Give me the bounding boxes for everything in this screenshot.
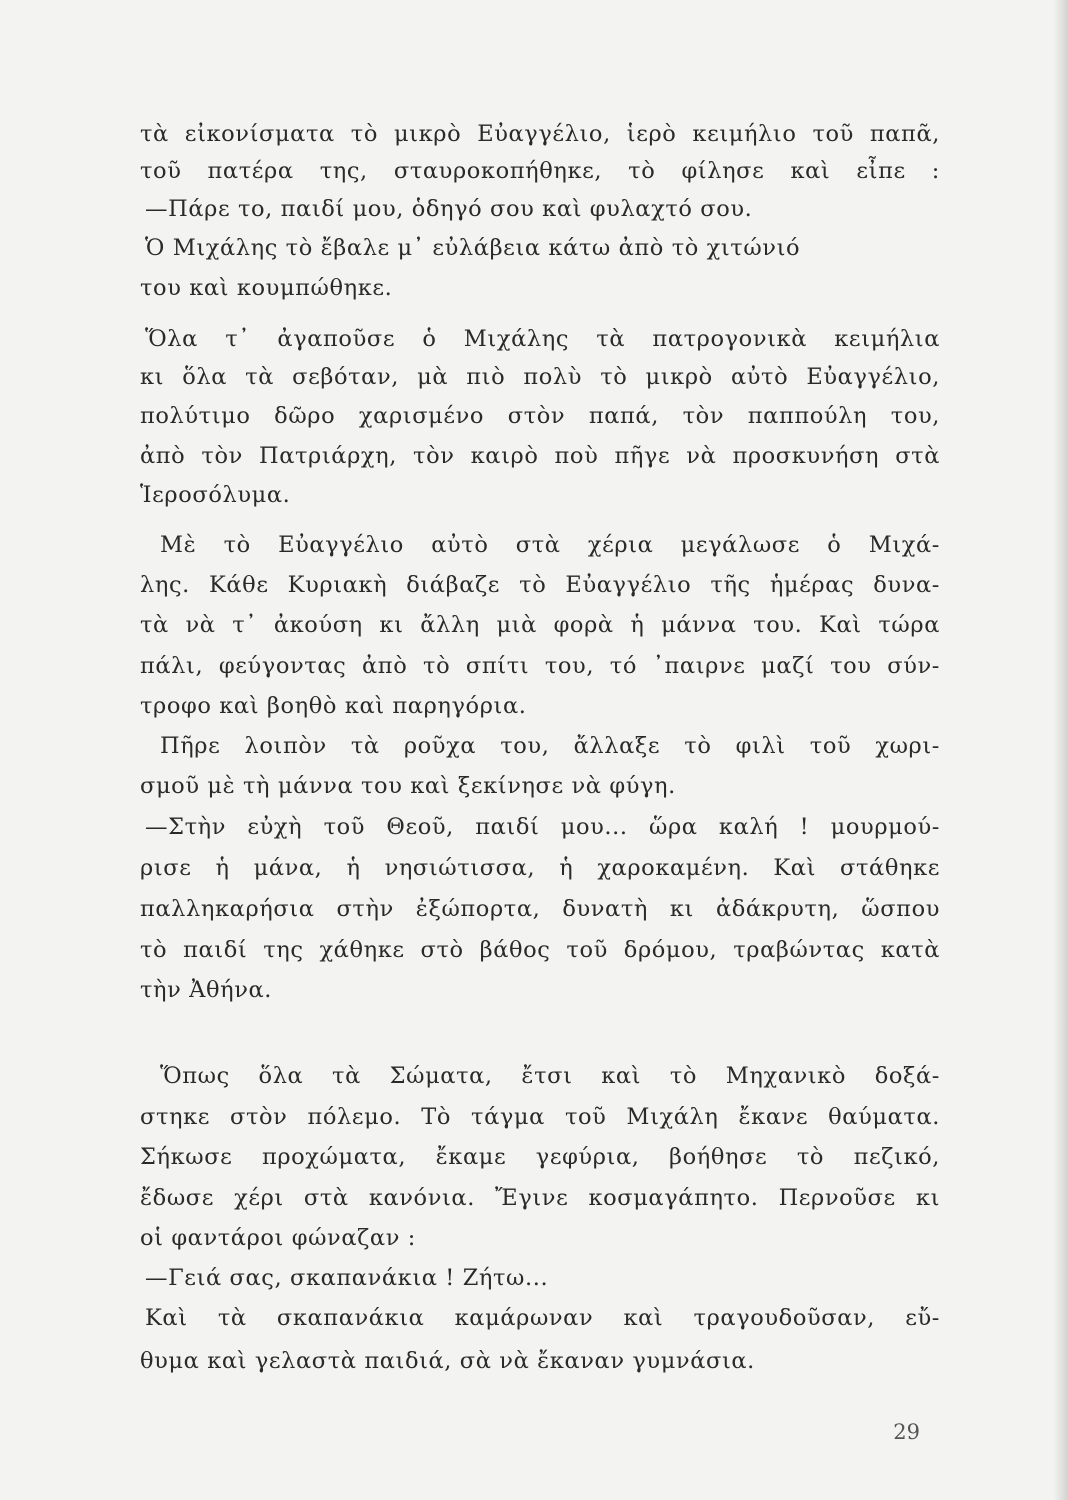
text-line: Ἱεροσόλυμα.	[140, 482, 291, 508]
text-line: Ὅλα τ᾿ ἀγαποῦσε ὁ Μιχάλης τὰ πατρογονικὰ κειμήλια	[145, 326, 940, 352]
text-line: ἔδωσε χέρι στὰ κανόνια. Ἔγινε κοσμαγάπητο. Περνοῦσε κι	[140, 1185, 940, 1211]
text-line: πάλι, φεύγοντας ἀπὸ τὸ σπίτι του, τό ᾿παιρνε μαζί του σύν-	[140, 653, 940, 679]
text-line: Καὶ τὰ σκαπανάκια καμάρωναν καὶ τραγουδοῦσαν, εὔ-	[145, 1305, 940, 1331]
text-line: —Στὴν εὐχὴ τοῦ Θεοῦ, παιδί μου... ὥρα καλή ! μουρμού-	[145, 814, 940, 840]
text-line: τὸ παιδί της χάθηκε στὸ βάθος τοῦ δρόμου, τραβώντας κατὰ	[140, 937, 940, 963]
text-line: Πῆρε λοιπὸν τὰ ροῦχα του, ἄλλαξε τὸ φιλὶ τοῦ χωρι-	[160, 733, 940, 759]
text-line: τροφο καὶ βοηθὸ καὶ παρηγόρια.	[140, 693, 527, 719]
text-line: τὰ εἰκονίσματα τὸ μικρὸ Εὐαγγέλιο, ἱερὸ κειμήλιο τοῦ παπᾶ,	[140, 121, 940, 147]
text-line: —Γειά σας, σκαπανάκια ! Ζήτω...	[145, 1265, 549, 1291]
text-line: Ὁ Μιχάλης τὸ ἔβαλε μ᾿ εὐλάβεια κάτω ἀπὸ τὸ χιτώνιό	[145, 235, 801, 261]
text-line: Ὅπως ὅλα τὰ Σώματα, ἔτσι καὶ τὸ Μηχανικὸ δοξά-	[160, 1063, 940, 1089]
text-line: τὰ νὰ τ᾿ ἀκούση κι ἄλλη μιὰ φορὰ ἡ μάννα του. Καὶ τώρα	[140, 612, 940, 638]
text-line: τὴν Ἀθήνα.	[140, 977, 273, 1003]
text-line: του καὶ κουμπώθηκε.	[140, 275, 393, 301]
text-line: τοῦ πατέρα της, σταυροκοπήθηκε, τὸ φίλησε καὶ εἶπε :	[140, 158, 940, 184]
page-edge-shadow	[1053, 0, 1067, 1500]
text-line: πολύτιμο δῶρο χαρισμένο στὸν παπά, τὸν παππούλη του,	[140, 403, 940, 429]
text-line: ρισε ἡ μάνα, ἡ νησιώτισσα, ἡ χαροκαμένη. Καὶ στάθηκε	[140, 855, 940, 881]
text-line: θυμα καὶ γελαστὰ παιδιά, σὰ νὰ ἔκαναν γυμνάσια.	[140, 1348, 755, 1374]
text-line: λης. Κάθε Κυριακὴ διάβαζε τὸ Εὐαγγέλιο τῆς ἡμέρας δυνα-	[140, 572, 940, 598]
text-line: παλληκαρήσια στὴν ἐξώπορτα, δυνατὴ κι ἀδάκρυτη, ὥσπου	[140, 896, 940, 922]
text-line: —Πάρε το, παιδί μου, ὁδηγό σου καὶ φυλαχτό σου.	[145, 196, 753, 222]
text-line: σμοῦ μὲ τὴ μάννα του καὶ ξεκίνησε νὰ φύγη.	[140, 773, 676, 799]
text-line: στηκε στὸν πόλεμο. Τὸ τάγμα τοῦ Μιχάλη ἔκανε θαύματα.	[140, 1104, 940, 1130]
text-line: οἱ φαντάροι φώναζαν :	[140, 1225, 416, 1251]
text-line: Σήκωσε προχώματα, ἔκαμε γεφύρια, βοήθησε τὸ πεζικό,	[140, 1144, 940, 1170]
page-number: 29	[893, 1420, 920, 1444]
text-line: κι ὅλα τὰ σεβόταν, μὰ πιὸ πολὺ τὸ μικρὸ αὐτὸ Εὐαγγέλιο,	[140, 364, 940, 390]
text-line: ἀπὸ τὸν Πατριάρχη, τὸν καιρὸ ποὺ πῆγε νὰ προσκυνήση στὰ	[140, 443, 940, 469]
text-line: Μὲ τὸ Εὐαγγέλιο αὐτὸ στὰ χέρια μεγάλωσε ὁ Μιχά-	[160, 532, 940, 558]
